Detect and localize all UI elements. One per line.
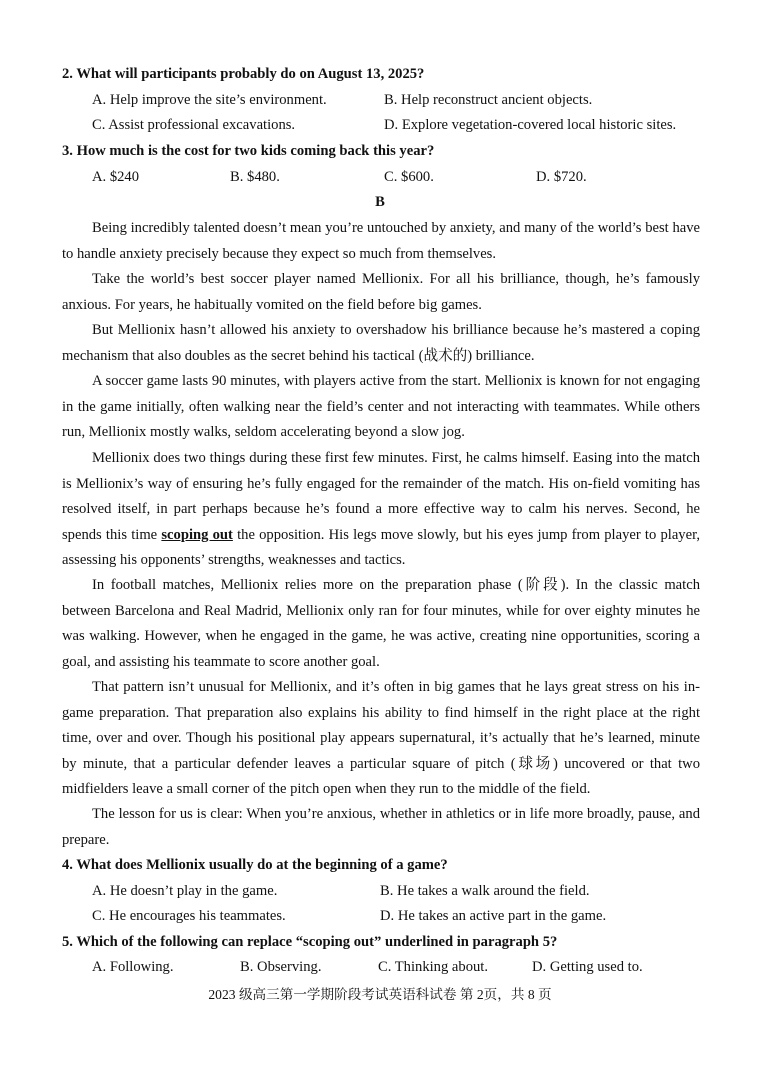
underlined-phrase: scoping out — [161, 526, 233, 543]
passage-paragraph-1: Being incredibly talented doesn’t mean you’re untouched by anxiety, and many of the world’s best have to handle anxiety precisely because they expect so much from themselves. — [62, 220, 700, 262]
question-4-stem: 4. What does Mellionix usually do at the beginning of a game? — [62, 857, 448, 873]
question-2-option-b: B. Help reconstruct ancient objects. — [384, 92, 593, 108]
passage-paragraph-2: Take the world’s best soccer player named Mellionix. For all his brilliance, though, he’s famously anxious. For years, he habitually vomited on the field before big games. — [62, 271, 700, 313]
passage-paragraph-3: But Mellionix hasn’t allowed his anxiety to overshadow his brilliance because he’s mastered a coping mechanism that also doubles as the secret behind his tactical (战术的) brilliance. — [62, 322, 700, 364]
question-3-option-c: C. $600. — [384, 169, 434, 185]
question-5-stem: 5. Which of the following can replace “scoping out” underlined in paragraph 5? — [62, 934, 558, 950]
question-3-option-a: A. $240 — [92, 169, 140, 185]
question-5-option-a: A. Following. — [92, 959, 174, 975]
question-2-option-c: C. Assist professional excavations. — [92, 117, 296, 133]
question-4-option-b: B. He takes a walk around the field. — [380, 883, 590, 899]
question-3-option-d: D. $720. — [536, 169, 587, 185]
passage-paragraph-6: In football matches, Mellionix relies more on the preparation phase (阶段). In the classic match between Barcelona and Real Madrid, Mellionix only ran for four minutes, while for over eighty minutes he was walking. However, when he engaged in the game, he was active, creating nine opportunities, scoring a goal, and assisting his teammate to score another goal. — [62, 577, 700, 670]
question-4-option-a: A. He doesn’t play in the game. — [92, 883, 278, 899]
p5-text-after: the opposition. His legs move slowly, but his eyes jump from player to player, assessing his opponents’ strengths, weaknesses and tactics. — [62, 526, 700, 569]
passage-paragraph-7: That pattern isn’t unusual for Mellionix, and it’s often in big games that he lays great stress on his in-game preparation. That preparation also explains his ability to find himself in the right place at the right time, over and over. Though his positional play appears supernatural, it’s actually that he’s learned, minute by minute, that a particular defender leaves a particular square of pitch (球场) uncovered or that two midfielders leave a small corner of the pitch open when they run to the middle of the field. — [62, 679, 700, 798]
passage-paragraph-8: The lesson for us is clear: When you’re anxious, whether in athletics or in life more broadly, pause, and prepare. — [62, 806, 700, 848]
question-4-option-c: C. He encourages his teammates. — [92, 908, 286, 924]
question-4-option-d: D. He takes an active part in the game. — [380, 908, 607, 924]
question-2-stem: 2. What will participants probably do on August 13, 2025? — [62, 66, 425, 82]
section-label: B — [375, 194, 385, 210]
question-3-option-b: B. $480. — [230, 169, 280, 185]
question-5-option-b: B. Observing. — [240, 959, 322, 975]
question-3-stem: 3. How much is the cost for two kids coming back this year? — [62, 143, 435, 159]
question-5-option-d: D. Getting used to. — [532, 959, 643, 975]
question-2-option-a: A. Help improve the site’s environment. — [92, 92, 327, 108]
question-2-option-d: D. Explore vegetation-covered local historic sites. — [384, 117, 677, 133]
question-5-option-c: C. Thinking about. — [378, 959, 488, 975]
passage-paragraph-4: A soccer game lasts 90 minutes, with players active from the start. Mellionix is known for not engaging in the game initially, often walking near the field’s center and not interacting with teammates. While others run, Mellionix mostly walks, seldom accelerating beyond a slow jog. — [62, 373, 700, 441]
p5-text-before: Mellionix does two things during these first few minutes. First, he calms himself. Easing into the match is Mellionix’s way of ensuring he’s fully engaged for the remainder of the match. His on-field vomiting has resolved itself, in part perhaps because he’s found a more effective way to calm his nerves. Second, he spends this time — [62, 450, 700, 543]
passage-paragraph-5 — [62, 446, 700, 574]
page-footer: 2023 级高三第一学期阶段考试英语科试卷 第 2页，共 8 页 — [208, 987, 552, 1002]
